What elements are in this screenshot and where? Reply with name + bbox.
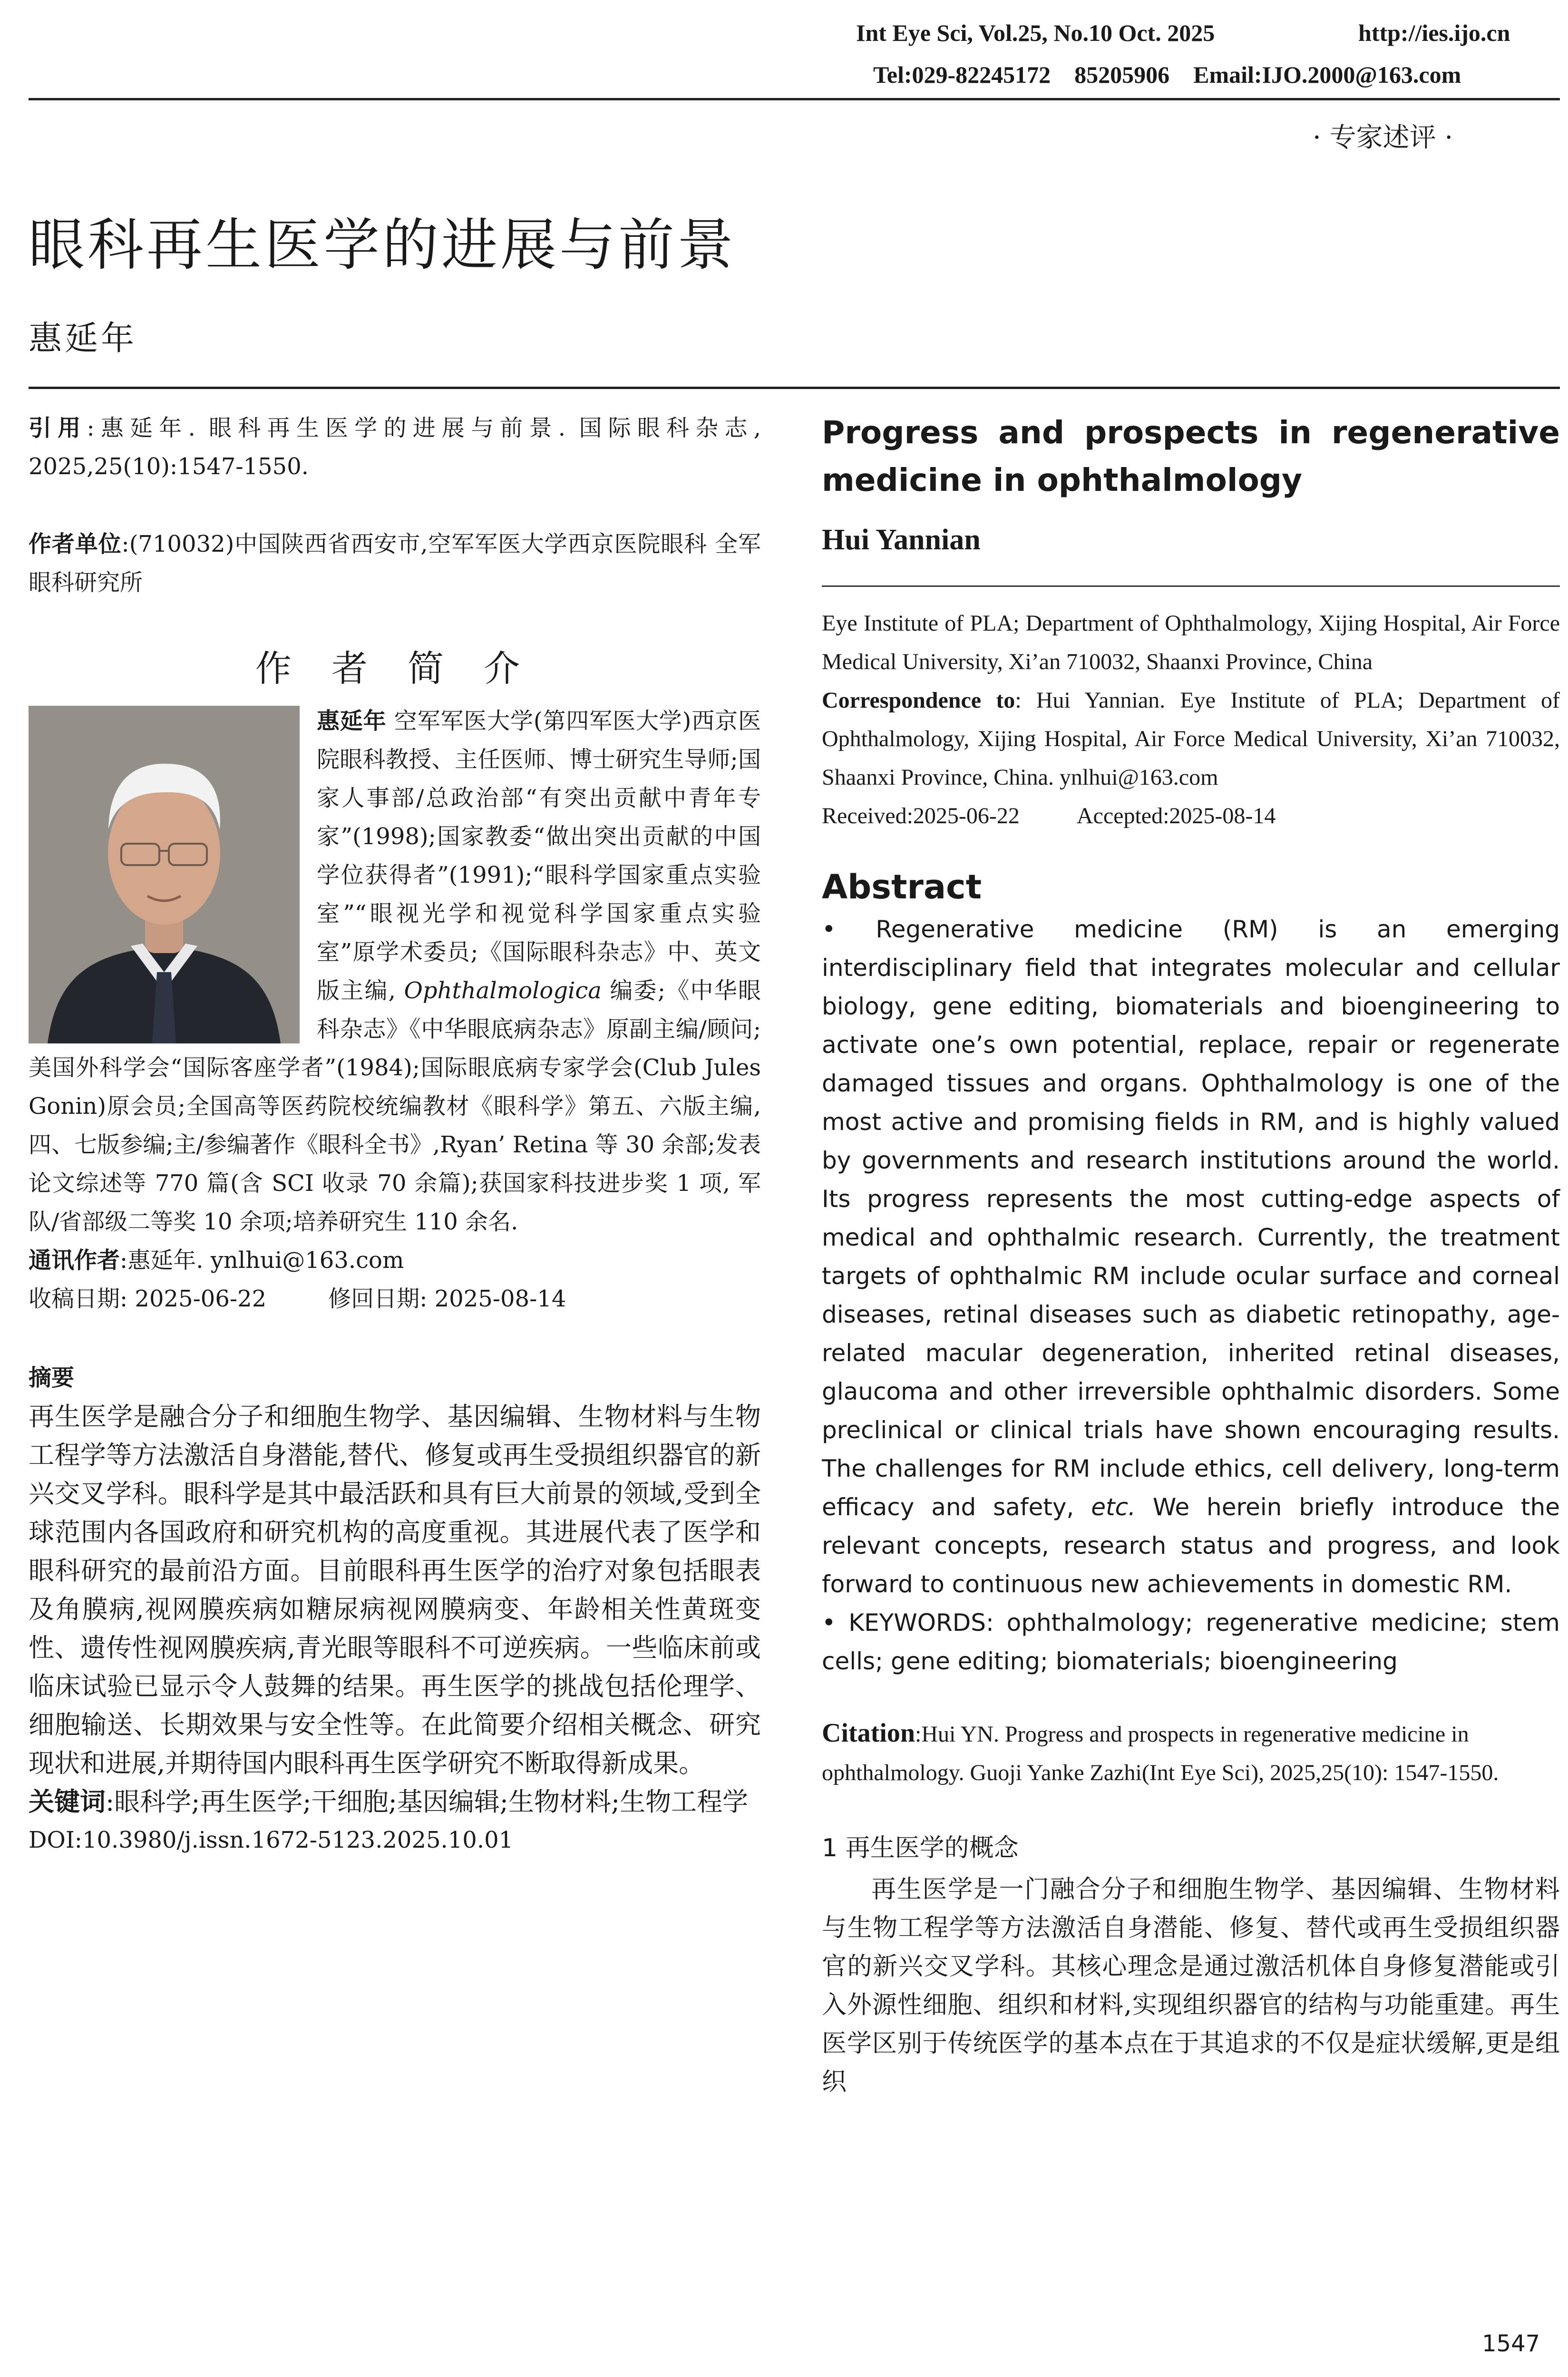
article-title: 眼科再生医学的进展与前景 [29,212,737,278]
abstract-heading-cn: 摘要 [29,1364,75,1391]
citation-en: Citation:Hui YN. Progress and prospects in regenerative medicine in ophthalmology. Guoji Yanke Zazhi(Int Eye Sci), 2025,25(10): 1547-1550. [822,1718,1499,1785]
accepted-date-en: Accepted:2025-08-14 [1076,803,1276,828]
correspondence-en: Correspondence to: Hui Yannian. Eye Institute of PLA; Department of Ophthalmology, Xijing Hospital, Air Force Medical University, Xi’an 710032, Shaanxi Province, China. ynlhui@163.com [822,688,1560,790]
affiliation-en: Eye Institute of PLA; Department of Ophthalmology, Xijing Hospital, Air Force Medical University, Xi’an 710032, Shaanxi Province, China [822,611,1560,674]
header-divider [29,98,1560,100]
abstract-text-en: • Regenerative medicine (RM) is an emerging interdisciplinary field that integrates molecular and cellular biology, gene editing, biomaterials and bioengineering to activate one’s own potential, replace, repair or regenerate damaged tissues and organs. Ophthalmology is one of the most active and promising fields in RM, and is highly valued by governments and research institutions around the world. Its progress represents the most cutting-edge aspects of medical and ophthalmic research. Currently, the treatment targets of ophthalmic RM include ocular surface and corneal diseases, retinal diseases such as diabetic retinopathy, age-related macular degeneration, inherited retinal diseases, glaucoma and other irreversible ophthalmic disorders. Some preclinical or clinical trials have shown encouraging results. The challenges for RM include ethics, cell delivery, long-term efficacy and safety, etc. We herein briefly introduce the relevant concepts, research status and progress, and look forward to continuous new achievements in domestic RM. [822,916,1560,1598]
abstract-text-cn: 再生医学是融合分子和细胞生物学、基因编辑、生物材料与生物工程学等方法激活自身潜能,替代、修复或再生受损组织器官的新兴交叉学科。眼科学是其中最活跃和具有巨大前景的领域,受到全球范围内各国政府和研究机构的高度重视。其进展代表了医学和眼科研究的最前沿方面。目前眼科再生医学的治疗对象包括眼表及角膜病,视网膜疾病如糖尿病视网膜病变、年龄相关性黄斑变性、遗传性视网膜疾病,青光眼等眼科不可逆疾病。一些临床前或临床试验已显示令人鼓舞的结果。再生医学的挑战包括伦理学、细胞输送、长期效果与安全性等。在此简要介绍相关概念、研究现状和进展,并期待国内眼科再生医学研究不断取得新成果。 [29,1402,761,1778]
affiliation-label: 作者单位 [29,531,122,557]
article-title-en: Progress and prospects in regenerative medicine in ophthalmology [822,414,1560,498]
citation-label-en: Citation [822,1718,915,1748]
doi[interactable]: DOI:10.3980/j.issn.1672-5123.2025.10.01 [29,1827,514,1853]
received-date-cn: 收稿日期: 2025-06-22 [29,1286,267,1312]
article-author-en: Hui Yannian [822,524,981,556]
correspondence-label: Correspondence to [822,688,1015,713]
affiliation-cn: 作者单位:(710032)中国陕西省西安市,空军军医大学西京医院眼科 全军眼科研究所 [29,531,761,596]
bio-heading: 作 者 简 介 [255,647,535,690]
citation-label: 引用 [29,415,87,441]
section-tag: · 专家述评 · [1313,122,1453,153]
dates-en [822,797,1560,835]
keywords-label: 关键词 [29,1787,106,1817]
journal-url[interactable]: http://ies.ijo.cn [1358,19,1510,46]
author-bio [29,702,761,1241]
en-divider [822,585,1560,587]
section-1-heading: 1 再生医学的概念 [822,1834,1019,1862]
journal-name: Int Eye Sci, Vol.25, No.10 Oct. 2025 [856,19,1215,46]
journal-contact: Tel:029-82245172 85205906 Email:IJO.2000@163.com [873,61,1461,88]
journal-header [856,19,1560,47]
keywords-en: • KEYWORDS: ophthalmology; regenerative medicine; stem cells; gene editing; biomaterials; bioengineering [822,1609,1560,1675]
page-number: 1547 [1482,2330,1540,2357]
corresponding-author-cn: 通讯作者:惠延年. ynlhui@163.com [29,1247,404,1274]
article-author: 惠延年 [29,319,137,358]
bio-name: 惠延年 [317,708,387,734]
title-divider [29,387,1560,389]
keywords-cn: 关键词:眼科学;再生医学;干细胞;基因编辑;生物材料;生物工程学 [29,1787,749,1817]
bio-text: 惠延年 空军军医大学(第四军医大学)西京医院眼科教授、主任医师、博士研究生导师;国家人事部/总政治部“有突出贡献中青年专家”(1998);国家教委“做出突出贡献的中国学位获得者”(1991);“眼科学国家重点实验室”“眼视光学和视觉科学国家重点实验室”原学术委员;《国际眼科杂志》中、英文版主编, Ophthalmologica 编委;《中华眼科杂志》《中华眼底病杂志》原副主编/顾问;美国外科学会“国际客座学者”(1984);国际眼底病专家学会(Club Jules Gonin)原会员;全国高等医药院校统编教材《眼科学》第五、六版主编, 四、七版参编;主/参编著作《眼科全书》,Ryan’ Retina 等 30 余部;发表论文综述等 770 篇(含 SCI 收录 70 余篇);获国家科技进步奖 1 项, 军队/省部级二等奖 10 余项;培养研究生 110 余名. [29,708,761,1235]
author-photo [29,706,300,1043]
dates-cn [29,1280,761,1318]
right-column [822,409,1560,2102]
left-column [29,409,761,1860]
abstract-heading-en: Abstract [822,867,982,906]
section-1-text: 再生医学是一门融合分子和细胞生物学、基因编辑、生物材料与生物工程学等方法激活自身潜能、修复、替代或再生受损组织器官的新兴交叉学科。其核心理念是通过激活机体自身修复潜能或引入外源性细胞、组织和材料,实现组织器官的结构与功能重建。再生医学区别于传统医学的基本点在于其追求的不仅是症状缓解,更是组织 [822,1875,1560,2096]
received-date-en: Received:2025-06-22 [822,803,1020,828]
revised-date-cn: 修回日期: 2025-08-14 [328,1286,566,1312]
citation-cn: 引用:惠延年. 眼科再生医学的进展与前景. 国际眼科杂志, 2025,25(10):1547-1550. [29,415,761,480]
corr-label-cn: 通讯作者 [29,1247,120,1274]
